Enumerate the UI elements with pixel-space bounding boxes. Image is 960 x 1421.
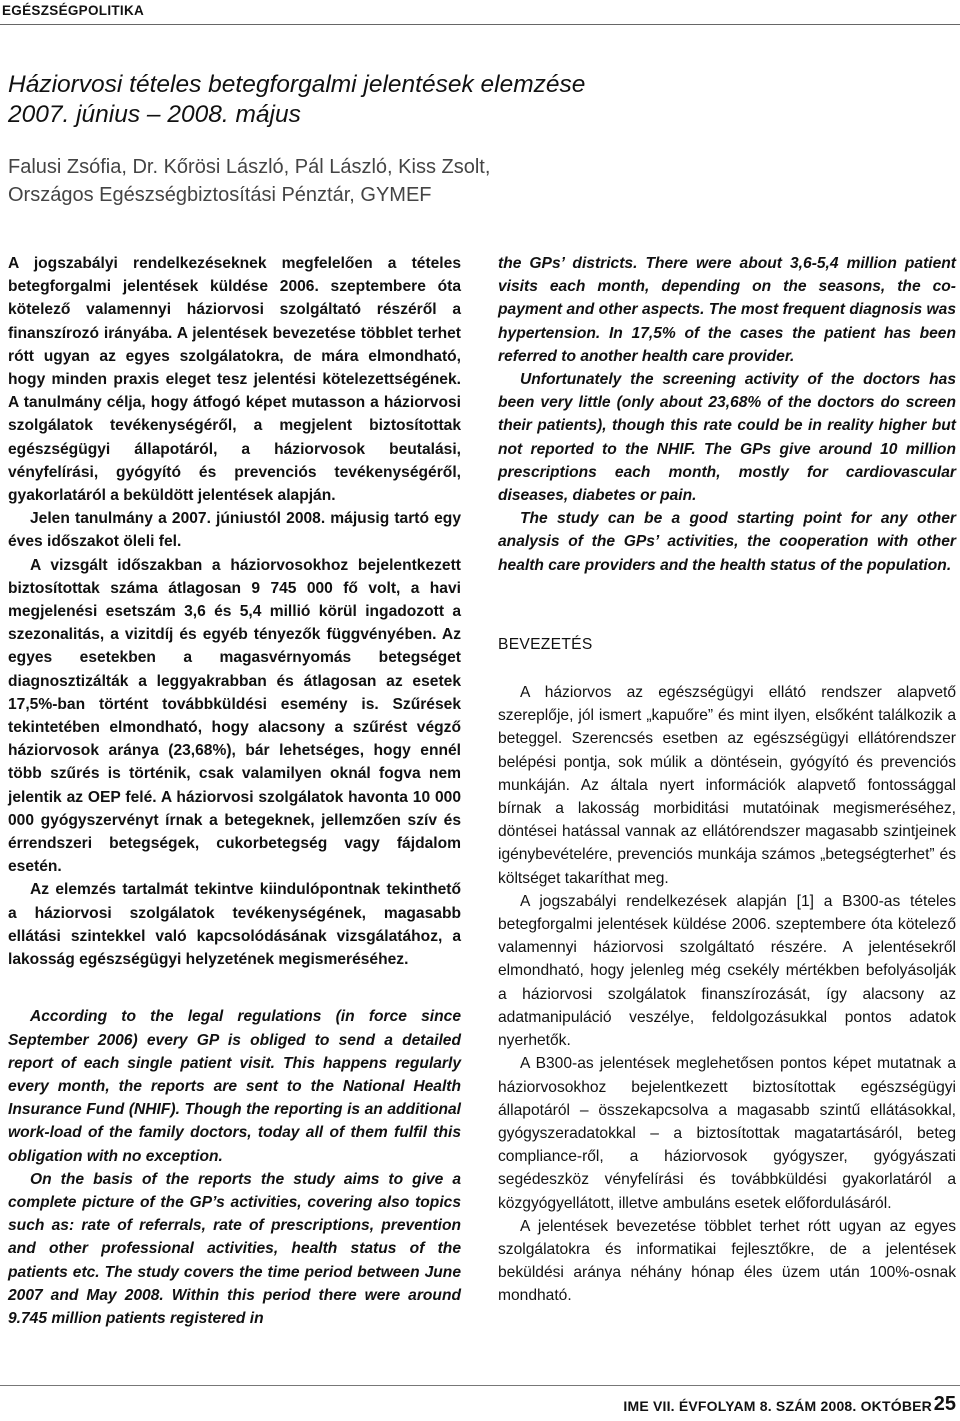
intro-paragraph: A jelentések bevezetése többlet terhet rótt ugyan az egyes szolgálatokra és informatikai fejlesztőkre, de a jelentések beküldési aránya néhány hónap éles üzem után 100%-osnak mondható. <box>498 1217 956 1305</box>
abstract-hu-paragraph: Az elemzés tartalmát tekintve kiindulópontnak tekinthető a háziorvosi szolgálatok tevékenységének, magasabb ellátási szintekkel való kapcsolódásának vizsgálatához, a lakosság egészségügyi helyzetének megismeréséhez. <box>8 881 461 969</box>
page-number: 25 <box>933 1393 956 1415</box>
journal-footer: IME VII. ÉVFOLYAM 8. SZÁM 2008. OKTÓBER <box>623 1398 932 1414</box>
abstract-hu-paragraph: Jelen tanulmány a 2007. júniustól 2008. májusig tartó egy éves időszakot öleli fel. <box>8 510 461 551</box>
abstract-en-paragraph: According to the legal regulations (in force since September 2006) every GP is obliged to send a detailed report of each single patient visit. This happens regularly every month, the reports are sent to the National Health Insurance Fund (NHIF). Though the reporting is an additional work-load of the family doctors, today all of them fulfil this obligation with no exception. <box>8 1008 461 1165</box>
title-line-1: Háziorvosi tételes betegforgalmi jelentések elemzése <box>8 71 586 98</box>
abstract-hu-paragraph: A jogszabályi rendelkezéseknek megfelelően a tételes betegforgalmi jelentések küldése 2006. szeptembere óta kötelező valamennyi háziorvosi szolgáltató részéről a finanszírozó irányába. A jelentések bevezetése többlet terhet rótt ugyan az egyes szolgálatokra, de mára elmondható, hogy minden praxis eleget tesz jelentési kötelezettségének. A tanulmány célja, hogy átfogó képet mutasson a háziorvosi szolgálatok tevékenységéről, a megjelent biztosítottak egészségügyi állapotáról, a háziorvosok beutalási, vényfelírási, gyógyító és prevenciós tevékenységéről, gyakorlatáról a beküldött jelentések alapján. <box>8 255 461 505</box>
intro-paragraph: A háziorvos az egészségügyi ellátó rendszer alapvető szereplője, jól ismert „kapuőre” és mint ilyen, elsőként találkozik a beteggel. Szerencsés esetben az egészségügyi ellátórendszer belépési pontja, sok múlik a döntésein, gyógyító és prevenciós munkáján. Az általa nyert információk alapvető fontossággal bírnak a lakosság morbiditási mutatóinak megismeréséhez, döntései hatással vannak az ellátórendszer magasabb szintjeinek igénybevételére, prevenciós munkája számos „betegségterhet” és költséget takaríthat meg. <box>498 684 956 887</box>
authors-line-1: Falusi Zsófia, Dr. Kőrösi László, Pál László, Kiss Zsolt, <box>8 156 491 178</box>
authors-line-2: Országos Egészségbiztosítási Pénztár, GYMEF <box>8 184 432 206</box>
article-title <box>8 70 908 130</box>
footer-divider <box>0 1385 960 1386</box>
abstract-hungarian <box>8 252 461 971</box>
title-line-2: 2007. június – 2008. május <box>8 101 301 128</box>
intro-body <box>498 681 956 1307</box>
section-label: EGÉSZSÉGPOLITIKA <box>2 3 145 18</box>
abstract-english <box>8 1005 461 1330</box>
abstract-english-continued <box>498 252 956 577</box>
abstract-en-paragraph: The study can be a good starting point for any other analysis of the GPs’ activities, the cooperation with other health care providers and the health status of the population. <box>498 510 956 574</box>
abstract-en-paragraph: Unfortunately the screening activity of the doctors has been very little (only about 23,68% of the doctors do screen their patients), though this rate could be in reality higher but not reported to the NHIF. The GPs give around 10 million prescriptions each month, mostly for cardiovascular diseases, diabetes or pain. <box>498 371 956 505</box>
section-heading-intro: BEVEZETÉS <box>498 635 593 653</box>
intro-paragraph: A B300-as jelentések meglehetősen pontos képet mutatnak a háziorvosokhoz bejelentkezett biztosítottak egészségügyi állapotáról – összekapcsolva a magasabb szintű ellátásokkal, gyógyszeradatokkal – a biztosítottak magatartásáról, beteg compliance-ről, a háziorvosok gyógyszer, gyógyászati segédeszköz vényfelírási és továbbküldési gyakorlatáról a közgyógyellátott, illetve ambuláns esetek előfordulásáról. <box>498 1055 956 1212</box>
abstract-en-paragraph: the GPs’ districts. There were about 3,6-5,4 million patient visits each month, depending on the seasons, the co-payment and other aspects. The most frequent diagnosis was hypertension. In 17,5% of the cases the patient has been referred to another health care provider. <box>498 255 956 365</box>
header-divider <box>0 24 960 25</box>
left-column <box>8 252 461 1330</box>
article-authors <box>8 153 908 209</box>
abstract-en-paragraph: On the basis of the reports the study aims to give a complete picture of the GP’s activities, covering also topics such as: rate of referrals, rate of prescriptions, prevention and other professional activities, health status of the patients etc. The study covers the time period between June 2007 and May 2008. Within this period there were around 9.745 million patients registered in <box>8 1170 461 1327</box>
intro-paragraph: A jogszabályi rendelkezések alapján [1] a B300-as tételes betegforgalmi jelentések küldése 2006. szeptembere óta kötelező valamennyi háziorvosi szolgáltató részére. A jelentésekről elmondható, hogy jelenleg még csekély mértékben befolyásolják a háziorvosi szolgálatok finanszírozását, így alacsony az adatmanipuláció veszélye, feldolgozásukkal pontos adatok nyerhetők. <box>498 892 956 1050</box>
abstract-hu-paragraph: A vizsgált időszakban a háziorvosokhoz bejelentkezett biztosítottak száma átlagosan 9 745 000 fő volt, a havi megjelenési esetszám 3,6 és 5,4 millió körül ingadozott a szezonalitás, a vizitdíj és egyéb tényezők függvényében. Az egyes esetekben a magasvérnyomás betegséget diagnosztizálták a leggyakrabban és átlagosan az esetek 17,5%-ban történt továbbküldési esemény is. Szűrések tekintetében elmondható, hogy alacsony a szűrést végző háziorvosok aránya (23,68%), bár lehetséges, hogy ennél több szűrés is történik, csak valamilyen oknál fogva nem jelentik az OEP felé. A háziorvosi szolgálatok havonta 10 000 000 gyógyszervényt írnak a betegeknek, jellemzően szív és érrendszeri betegségek, cukorbetegség vagy fájdalom esetén. <box>8 556 461 876</box>
right-column <box>498 252 956 1308</box>
